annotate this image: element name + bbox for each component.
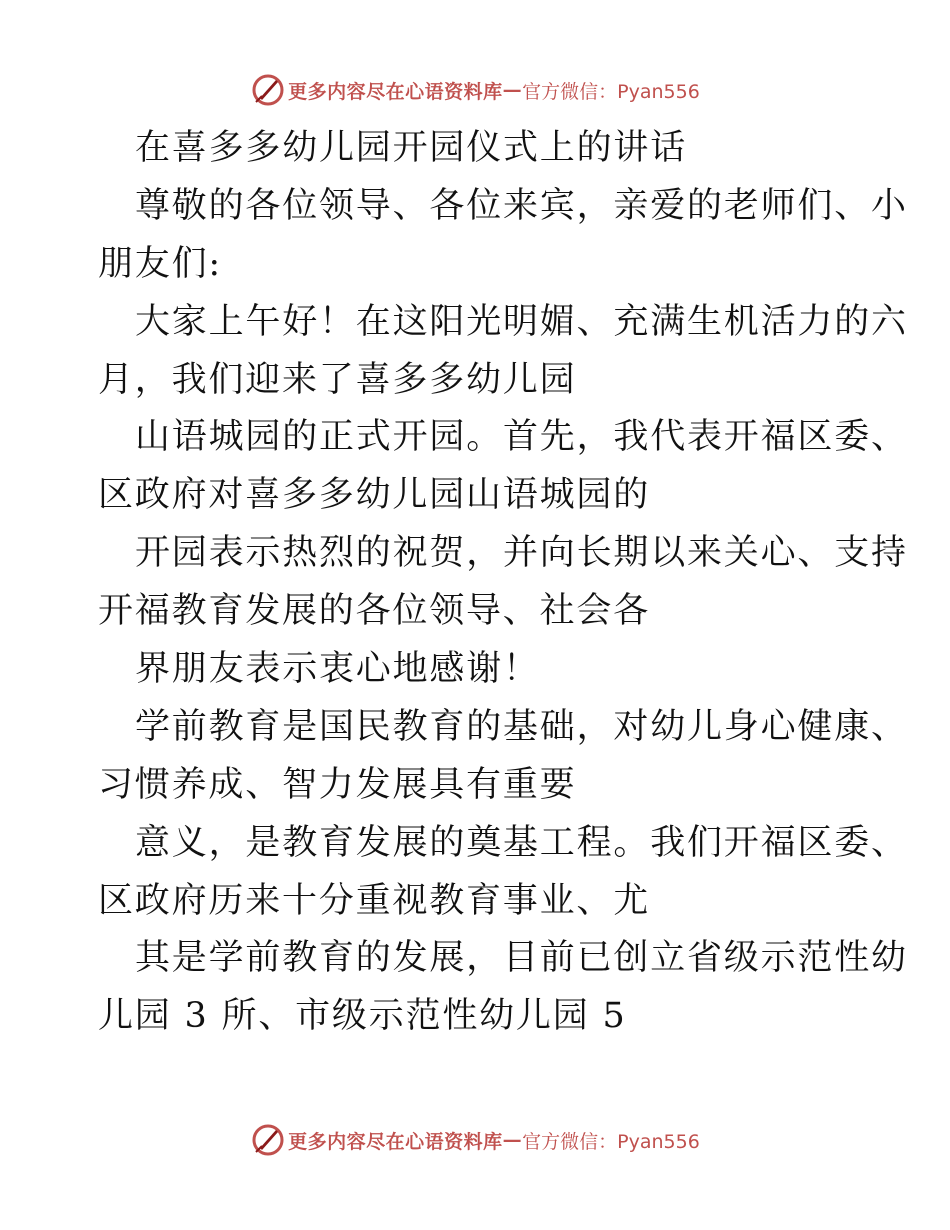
banner-text: 更多内容尽在心语资料库 (288, 1130, 503, 1153)
doc-line: 月，我们迎来了喜多多幼儿园 (98, 359, 577, 400)
quill-pen-logo-icon (250, 72, 286, 108)
footer-banner (0, 1120, 950, 1160)
doc-line: 开园表示热烈的祝贺，并向长期以来关心、支持 (135, 533, 908, 574)
doc-line: 其是学前教育的发展，目前已创立省级示范性幼 (135, 938, 908, 979)
banner-wechat: 官方微信：Pyan556 (522, 80, 700, 103)
doc-line: 尊敬的各位领导、各位来宾，亲爱的老师们、小 (135, 185, 908, 226)
doc-title: 在喜多多幼儿园开园仪式上的讲话 (135, 128, 688, 168)
doc-line: 山语城园的正式开园。首先，我代表开福区委、 (135, 417, 908, 458)
banner-wechat: 官方微信：Pyan556 (522, 1130, 700, 1153)
document-body (98, 120, 908, 1046)
doc-line: 儿园 3 所、市级示范性幼儿园 5 (98, 996, 627, 1037)
banner-dash: — (502, 79, 523, 101)
banner-dash: — (502, 1129, 523, 1151)
doc-line: 区政府对喜多多幼儿园山语城园的 (98, 475, 651, 516)
header-banner (0, 70, 950, 110)
doc-line: 习惯养成、智力发展具有重要 (98, 764, 577, 805)
doc-line: 界朋友表示衷心地感谢！ (135, 649, 540, 690)
doc-line: 开福教育发展的各位领导、社会各 (98, 591, 651, 632)
banner-text: 更多内容尽在心语资料库 (288, 80, 503, 103)
doc-line: 朋友们: (98, 243, 222, 284)
doc-line: 区政府历来十分重视教育事业、尤 (98, 880, 651, 921)
doc-line: 学前教育是国民教育的基础，对幼儿身心健康、 (135, 706, 908, 747)
quill-pen-logo-icon (250, 1122, 286, 1158)
doc-line: 意义，是教育发展的奠基工程。我们开福区委、 (135, 822, 908, 863)
doc-line: 大家上午好！在这阳光明媚、充满生机活力的六 (135, 301, 908, 342)
